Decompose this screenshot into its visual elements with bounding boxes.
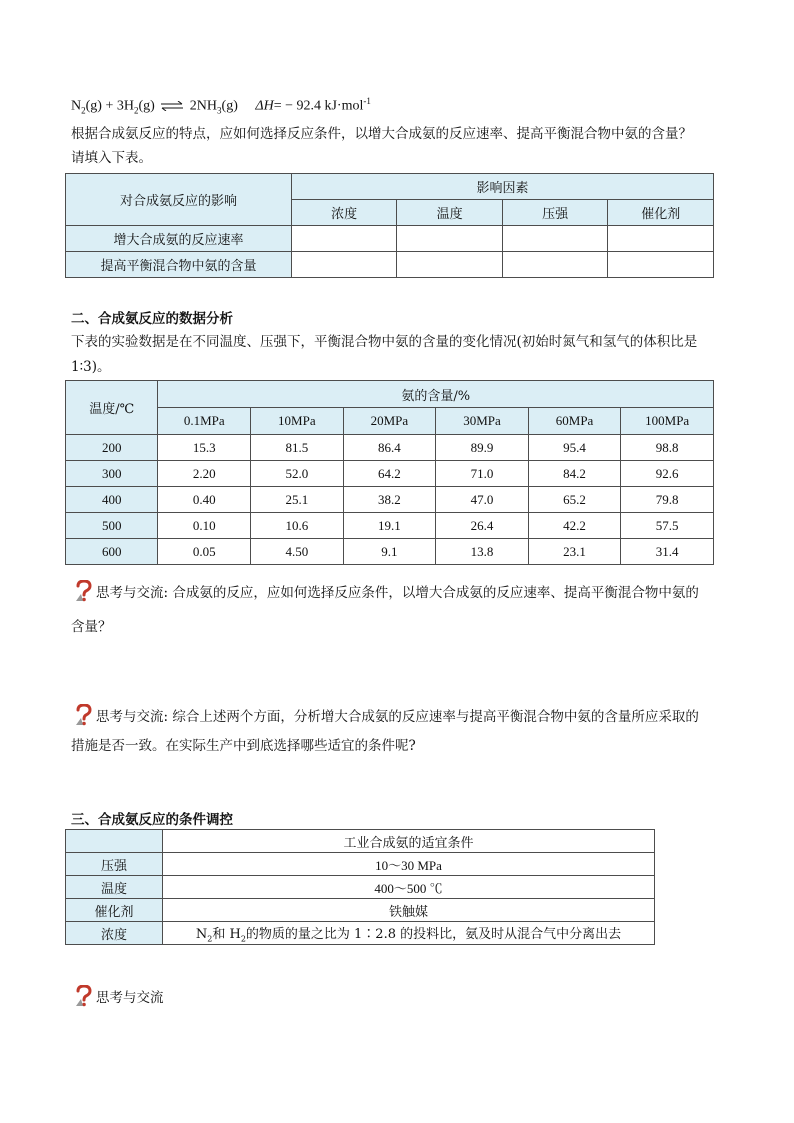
table1-blank-cell bbox=[502, 252, 608, 278]
table1-blank-cell bbox=[397, 252, 503, 278]
section-2-heading: 二、合成氨反应的数据分析 bbox=[71, 311, 233, 327]
section-2-line-1: 下表的实验数据是在不同温度、压强下，平衡混合物中氨的含量的变化情况(初始时氮气和氢气的体积比是 bbox=[71, 334, 698, 350]
think-discuss-1: 思考与交流: 合成氨的反应，应如何选择反应条件，以增大合成氨的反应速率、提高平衡混合物中氨的 bbox=[74, 580, 699, 602]
table2-value-cell: 79.8 bbox=[621, 487, 714, 513]
table2-value-cell: 0.05 bbox=[158, 539, 251, 565]
question-mark-icon bbox=[74, 985, 94, 1007]
question-mark-icon bbox=[74, 580, 94, 602]
table3-key-cell: 浓度 bbox=[66, 922, 163, 945]
influence-table bbox=[65, 173, 714, 278]
table2-value-cell: 23.1 bbox=[528, 539, 621, 565]
table1-corner: 对合成氨反应的影响 bbox=[66, 174, 292, 226]
table2-col-header: 20MPa bbox=[343, 408, 436, 435]
question-mark-icon bbox=[74, 704, 94, 726]
table-row bbox=[66, 461, 714, 487]
table2-value-cell: 42.2 bbox=[528, 513, 621, 539]
table3-key-cell: 催化剂 bbox=[66, 899, 163, 922]
table2-value-cell: 98.8 bbox=[621, 435, 714, 461]
table2-value-cell: 13.8 bbox=[436, 539, 529, 565]
table1-col-header: 压强 bbox=[502, 200, 608, 226]
table2-corner: 温度/℃ bbox=[66, 381, 158, 435]
table-row bbox=[66, 226, 714, 252]
table2-col-header: 30MPa bbox=[436, 408, 529, 435]
table2-value-cell: 9.1 bbox=[343, 539, 436, 565]
table2-col-header: 10MPa bbox=[251, 408, 344, 435]
table2-value-cell: 84.2 bbox=[528, 461, 621, 487]
table2-value-cell: 15.3 bbox=[158, 435, 251, 461]
table2-value-cell: 0.40 bbox=[158, 487, 251, 513]
table2-temp-cell: 600 bbox=[66, 539, 158, 565]
table1-blank-cell bbox=[291, 226, 397, 252]
intro-line-1: 根据合成氨反应的特点，应如何选择反应条件，以增大合成氨的反应速率、提高平衡混合物中氨的含量？ bbox=[71, 126, 692, 142]
table2-value-cell: 47.0 bbox=[436, 487, 529, 513]
table1-col-header: 浓度 bbox=[291, 200, 397, 226]
table2-value-cell: 52.0 bbox=[251, 461, 344, 487]
table-row bbox=[66, 513, 714, 539]
table1-blank-cell bbox=[608, 252, 714, 278]
table2-value-cell: 89.9 bbox=[436, 435, 529, 461]
table2-value-cell: 19.1 bbox=[343, 513, 436, 539]
table2-value-cell: 95.4 bbox=[528, 435, 621, 461]
table3-header: 工业合成氨的适宜条件 bbox=[163, 830, 655, 853]
think-discuss-3: 思考与交流 bbox=[74, 985, 164, 1007]
table1-blank-cell bbox=[502, 226, 608, 252]
table-row bbox=[66, 899, 655, 922]
table-row bbox=[66, 876, 655, 899]
table1-blank-cell bbox=[397, 226, 503, 252]
table3-value-cell: $N_2$和 $H_2$的物质的量之比为 1∶2.8 的投料比，氨及时从混合气中分离出去 bbox=[163, 922, 655, 945]
table3-value-cell: 10～30 MPa bbox=[163, 853, 655, 876]
table-row bbox=[66, 487, 714, 513]
ammonia-content-table bbox=[65, 380, 714, 565]
table1-col-header: 催化剂 bbox=[608, 200, 714, 226]
table2-value-cell: 81.5 bbox=[251, 435, 344, 461]
table2-value-cell: 0.10 bbox=[158, 513, 251, 539]
table3-key-cell: 温度 bbox=[66, 876, 163, 899]
table2-value-cell: 38.2 bbox=[343, 487, 436, 513]
table1-row-label: 增大合成氨的反应速率 bbox=[66, 226, 292, 252]
table-row bbox=[66, 252, 714, 278]
table2-value-cell: 26.4 bbox=[436, 513, 529, 539]
table2-col-header: 100MPa bbox=[621, 408, 714, 435]
table1-row-label: 提高平衡混合物中氨的含量 bbox=[66, 252, 292, 278]
table2-temp-cell: 500 bbox=[66, 513, 158, 539]
table3-key-cell: 压强 bbox=[66, 853, 163, 876]
intro-line-2: 请填入下表。 bbox=[71, 150, 152, 166]
table2-value-cell: 2.20 bbox=[158, 461, 251, 487]
table2-value-cell: 31.4 bbox=[621, 539, 714, 565]
think-discuss-2-line-2: 措施是否一致。在实际生产中到底选择哪些适宜的条件呢? bbox=[71, 738, 416, 754]
table2-temp-cell: 400 bbox=[66, 487, 158, 513]
table2-value-cell: 57.5 bbox=[621, 513, 714, 539]
table2-value-cell: 10.6 bbox=[251, 513, 344, 539]
table2-value-cell: 71.0 bbox=[436, 461, 529, 487]
table2-value-cell: 65.2 bbox=[528, 487, 621, 513]
table1-col-header: 温度 bbox=[397, 200, 503, 226]
equilibrium-arrow-icon bbox=[160, 101, 184, 111]
table2-value-cell: 64.2 bbox=[343, 461, 436, 487]
table3-value-cell: 400～500 ℃ bbox=[163, 876, 655, 899]
table2-value-cell: 86.4 bbox=[343, 435, 436, 461]
table1-group-header: 影响因素 bbox=[291, 174, 713, 200]
table1-blank-cell bbox=[608, 226, 714, 252]
table2-col-header: 0.1MPa bbox=[158, 408, 251, 435]
table2-value-cell: 4.50 bbox=[251, 539, 344, 565]
table2-group-header: 氨的含量/% bbox=[158, 381, 714, 408]
table-row bbox=[66, 922, 655, 945]
table2-col-header: 60MPa bbox=[528, 408, 621, 435]
table2-value-cell: 92.6 bbox=[621, 461, 714, 487]
section-3-heading: 三、合成氨反应的条件调控 bbox=[71, 812, 233, 828]
table-row bbox=[66, 435, 714, 461]
section-2-line-2: 1∶3)。 bbox=[71, 359, 111, 375]
reaction-equation: $N_2(g) + 3H_2(g)$ $2NH_3(g)$ ΔH= − 92.4 kJ·mol$^{-1}$ bbox=[71, 96, 371, 116]
table2-value-cell: 25.1 bbox=[251, 487, 344, 513]
table-row bbox=[66, 539, 714, 565]
table2-temp-cell: 200 bbox=[66, 435, 158, 461]
table3-corner bbox=[66, 830, 163, 853]
think-discuss-1-line-2: 含量？ bbox=[71, 619, 112, 635]
table1-blank-cell bbox=[291, 252, 397, 278]
think-discuss-2: 思考与交流: 综合上述两个方面，分析增大合成氨的反应速率与提高平衡混合物中氨的含量所应采取的 bbox=[74, 704, 699, 726]
table-row bbox=[66, 853, 655, 876]
table2-temp-cell: 300 bbox=[66, 461, 158, 487]
table3-value-cell: 铁触媒 bbox=[163, 899, 655, 922]
industrial-conditions-table bbox=[65, 829, 655, 945]
